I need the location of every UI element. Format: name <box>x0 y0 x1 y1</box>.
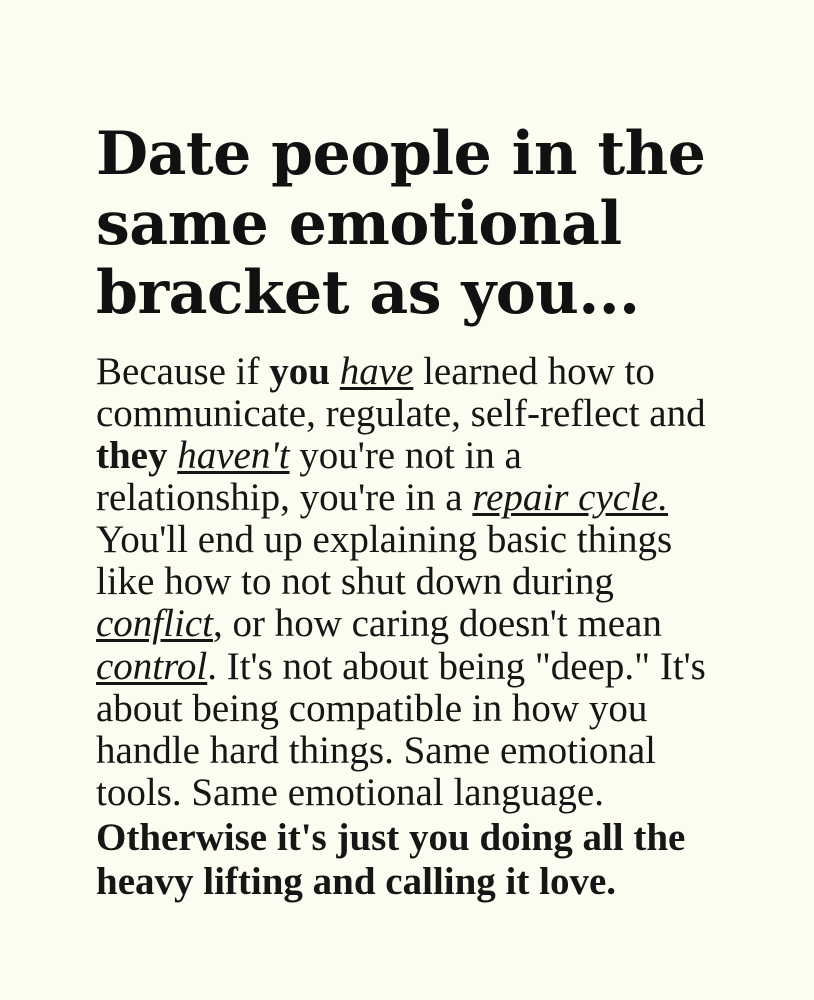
body-space-2 <box>168 434 178 477</box>
body-bold-you: you <box>269 349 330 393</box>
body-segment-6: . It's not about being "deep." It's about being compatible in how you handle hard things. Same emotional tools. Same emotional language. <box>96 644 706 814</box>
body-segment-2: learned how to communicate, regulate, self-reflect and <box>96 349 706 435</box>
body-emphasis-have: have <box>339 349 414 393</box>
body-copy <box>96 351 718 904</box>
body-emphasis-repair-cycle: repair cycle. <box>472 476 668 520</box>
body-segment-5: , or how caring doesn't mean <box>212 602 662 646</box>
body-segment-1: Because if <box>96 349 270 393</box>
headline-line-1: Date people in the <box>96 119 706 189</box>
body-closing-statement: Otherwise it's just you doing all the heavy lifting and calling it love. <box>96 815 686 903</box>
body-space-1 <box>330 350 340 393</box>
body-bold-they: they <box>96 434 168 477</box>
page-title <box>96 120 718 329</box>
body-segment-3: you're not in a relationship, you're in a <box>96 434 522 520</box>
headline-line-2: same emotional <box>96 188 622 259</box>
body-emphasis-control: control <box>96 644 208 688</box>
body-segment-4: You'll end up explaining basic things like how to not shut down during <box>96 518 673 604</box>
body-emphasis-conflict: conflict <box>96 602 213 646</box>
headline-line-3: bracket as you... <box>96 258 640 329</box>
body-paragraph <box>96 351 718 904</box>
body-emphasis-havent: haven't <box>177 434 290 477</box>
